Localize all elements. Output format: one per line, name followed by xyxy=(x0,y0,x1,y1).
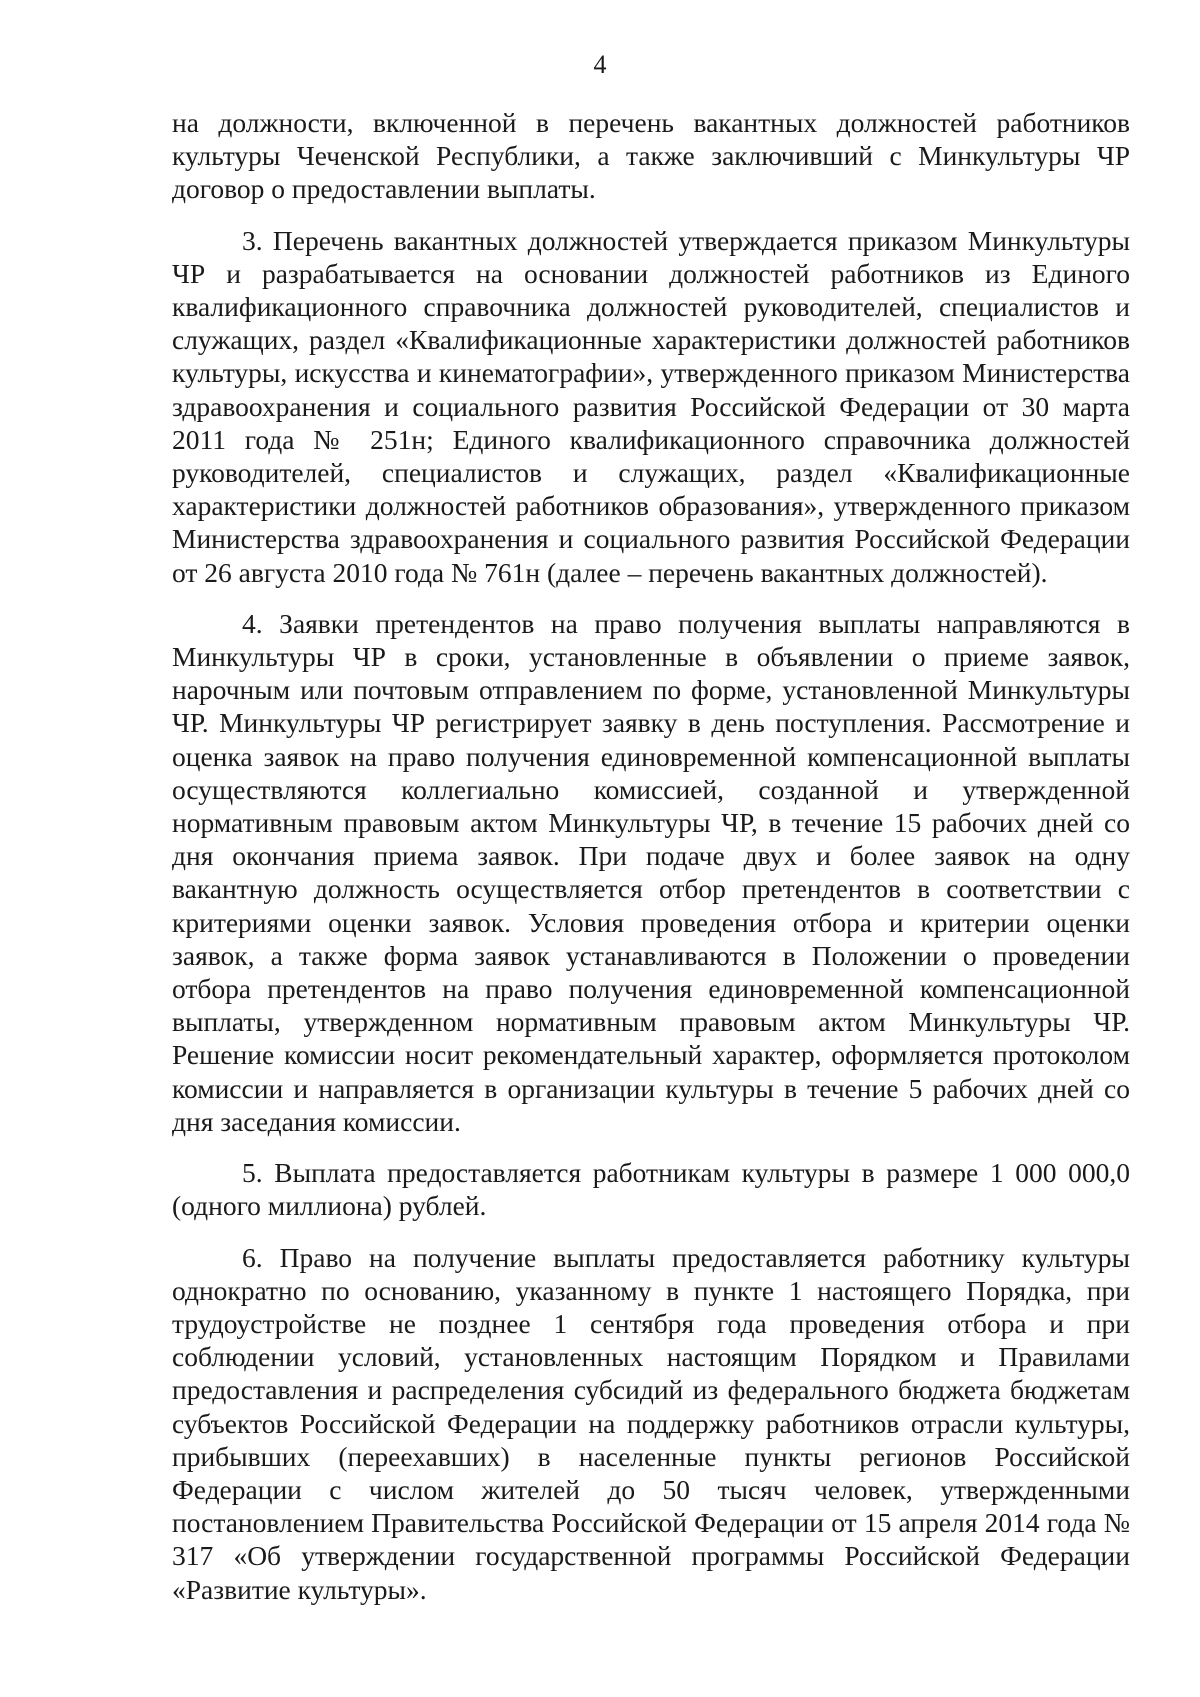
paragraph-item-4: 4. Заявки претендентов на право получения выплаты направляются в Минкультуры ЧР в сроки, установленные в объявлении о приеме заявок, нарочным или почтовым отправлением по форме, установленной Минкультуры ЧР. Минкультуры ЧР регистрирует заявку в день поступления. Рассмотрение и оценка заявок на право получения единовременной компенсационной выплаты осуществляются коллегиально комиссией, созданной и утвержденной нормативным правовым актом Минкультуры ЧР, в течение 15 рабочих дней со дня окончания приема заявок. При подаче двух и более заявок на одну вакантную должность осуществляется отбор претендентов в соответствии с критериями оценки заявок. Условия проведения отбора и критерии оценки заявок, а также форма заявок устанавливаются в Положении о проведении отбора претендентов на право получения единовременной компенсационной выплаты, утвержденном нормативным правовым актом Минкультуры ЧР. Решение комиссии носит рекомендательный характер, оформляется протоколом комиссии и направляется в организации культуры в течение 5 рабочих дней со дня заседания комиссии. xyxy=(172,607,1130,1137)
paragraph-item-3: 3. Перечень вакантных должностей утверждается приказом Минкультуры ЧР и разрабатывается на основании должностей работников из Единого квалификационного справочника должностей руководителей, специалистов и служащих, раздел «Квалификационные характеристики должностей работников культуры, искусства и кинематографии», утвержденного приказом Министерства здравоохранения и социального развития Российской Федерации от 30 марта 2011 года № 251н; Единого квалификационного справочника должностей руководителей, специалистов и служащих, раздел «Квалификационные характеристики должностей работников образования», утвержденного приказом Министерства здравоохранения и социального развития Российской Федерации от 26 августа 2010 года № 761н (далее – перечень вакантных должностей). xyxy=(172,224,1130,588)
paragraph-item-5: 5. Выплата предоставляется работникам культуры в размере 1 000 000,0 (одного миллиона) рублей. xyxy=(172,1157,1130,1222)
document-body xyxy=(172,106,1130,1624)
paragraph-continuation: на должности, включенной в перечень вакантных должностей работников культуры Чеченской Республики, а также заключивший с Минкультуры ЧР договор о предоставлении выплаты. xyxy=(172,107,1130,205)
paragraph-item-6: 6. Право на получение выплаты предоставляется работнику культуры однократно по основанию, указанному в пункте 1 настоящего Порядка, при трудоустройстве не позднее 1 сентября года проведения отбора и при соблюдении условий, установленных настоящим Порядком и Правилами предоставления и распределения субсидий из федерального бюджета бюджетам субъектов Российской Федерации на поддержку работников отрасли культуры, прибывших (переехавших) в населенные пункты регионов Российской Федерации с числом жителей до 50 тысяч человек, утвержденными постановлением Правительства Российской Федерации от 15 апреля 2014 года № 317 «Об утверждении государственной программы Российской Федерации «Развитие культуры». xyxy=(172,1241,1130,1605)
page-number: 4 xyxy=(593,50,607,79)
